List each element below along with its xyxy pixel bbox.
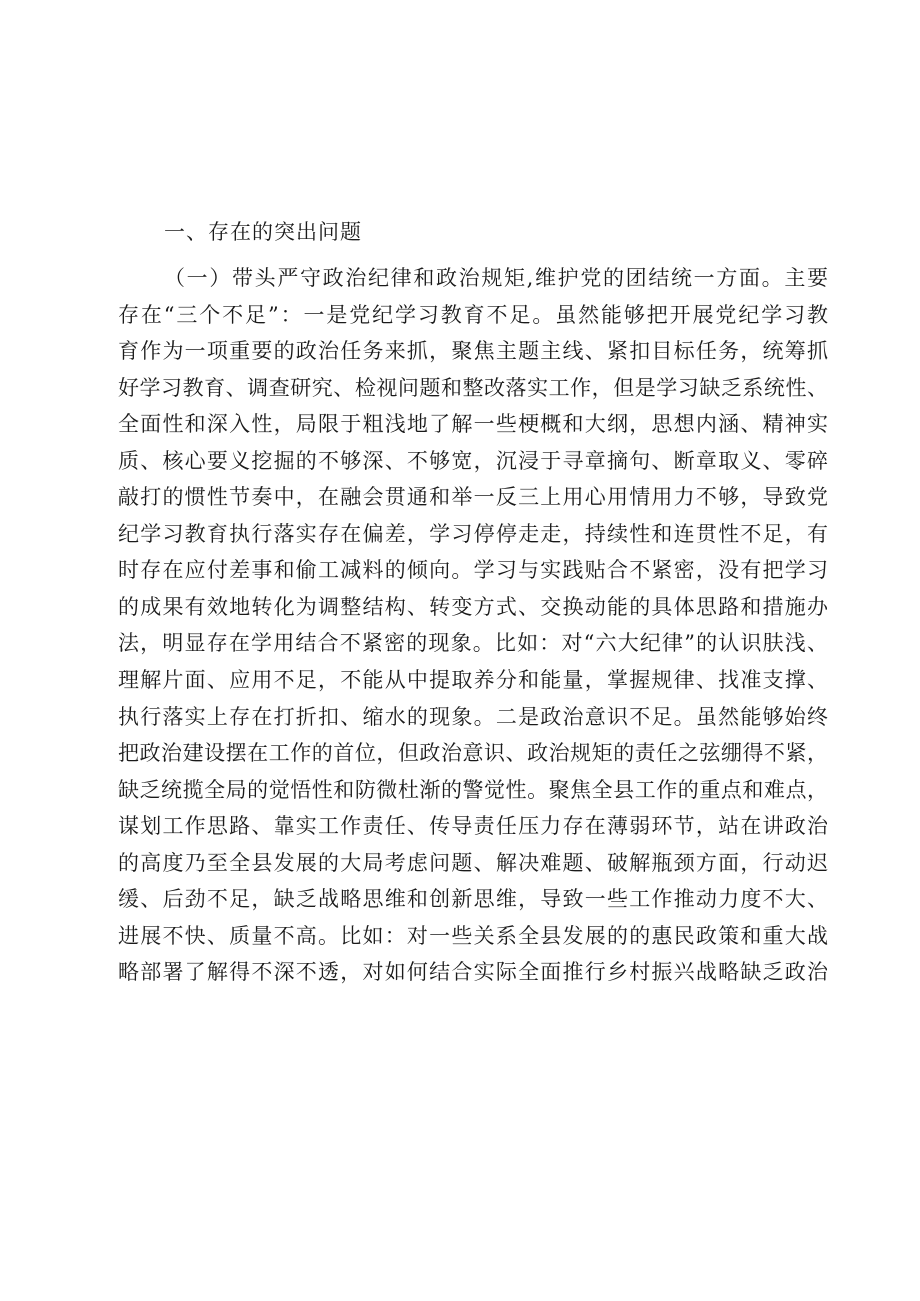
paragraph-line: 的高度乃至全县发展的大局考虑问题、解决难题、破解瓶颈方面，行动迟 xyxy=(118,850,828,875)
paragraph-line: 育作为一项重要的政治任务来抓，聚焦主题主线、紧扣目标任务，统筹抓 xyxy=(118,339,828,364)
paragraph-line: 质、核心要义挖掘的不够深、不够宽，沉浸于寻章摘句、断章取义、零碎 xyxy=(118,448,828,473)
paragraph-line: 缓、后劲不足，缺乏战略思维和创新思维，导致一些工作推动力度不大、 xyxy=(118,887,828,912)
paragraph-line: 时存在应付差事和偷工减料的倾向。学习与实践贴合不紧密，没有把学习 xyxy=(118,558,828,583)
body-paragraph xyxy=(118,260,828,991)
paragraph-line: 执行落实上存在打折扣、缩水的现象。二是政治意识不足。虽然能够始终 xyxy=(118,704,828,729)
paragraph-line: 存在“三个不足”：一是党纪学习教育不足。虽然能够把开展党纪学习教 xyxy=(118,302,828,327)
section-heading: 一、存在的突出问题 xyxy=(164,220,362,244)
paragraph-line: 缺乏统揽全局的觉悟性和防微杜渐的警觉性。聚焦全县工作的重点和难点， xyxy=(118,777,828,802)
paragraph-line: 谋划工作思路、靠实工作责任、传导责任压力存在薄弱环节，站在讲政治 xyxy=(118,814,828,839)
paragraph-line: 全面性和深入性，局限于粗浅地了解一些梗概和大纲，思想内涵、精神实 xyxy=(118,412,828,437)
paragraph-line: 纪学习教育执行落实存在偏差，学习停停走走，持续性和连贯性不足，有 xyxy=(118,521,828,546)
paragraph-line: 法，明显存在学用结合不紧密的现象。比如：对“六大纪律”的认识肤浅、 xyxy=(118,631,828,656)
paragraph-line: （一）带头严守政治纪律和政治规矩,维护党的团结统一方面。主要 xyxy=(164,266,828,290)
paragraph-line: 进展不快、质量不高。比如：对一些关系全县发展的的惠民政策和重大战 xyxy=(118,923,828,948)
paragraph-line: 的成果有效地转化为调整结构、转变方式、交换动能的具体思路和措施办 xyxy=(118,594,828,619)
paragraph-line: 把政治建设摆在工作的首位，但政治意识、政治规矩的责任之弦绷得不紧， xyxy=(118,741,828,766)
paragraph-line: 敲打的惯性节奏中，在融会贯通和举一反三上用心用情用力不够，导致党 xyxy=(118,485,828,510)
paragraph-line: 理解片面、应用不足，不能从中提取养分和能量，掌握规律、找准支撑、 xyxy=(118,668,828,693)
paragraph-line: 略部署了解得不深不透，对如何结合实际全面推行乡村振兴战略缺乏政治 xyxy=(118,960,828,985)
paragraph-line: 好学习教育、调查研究、检视问题和整改落实工作，但是学习缺乏系统性、 xyxy=(118,375,828,400)
